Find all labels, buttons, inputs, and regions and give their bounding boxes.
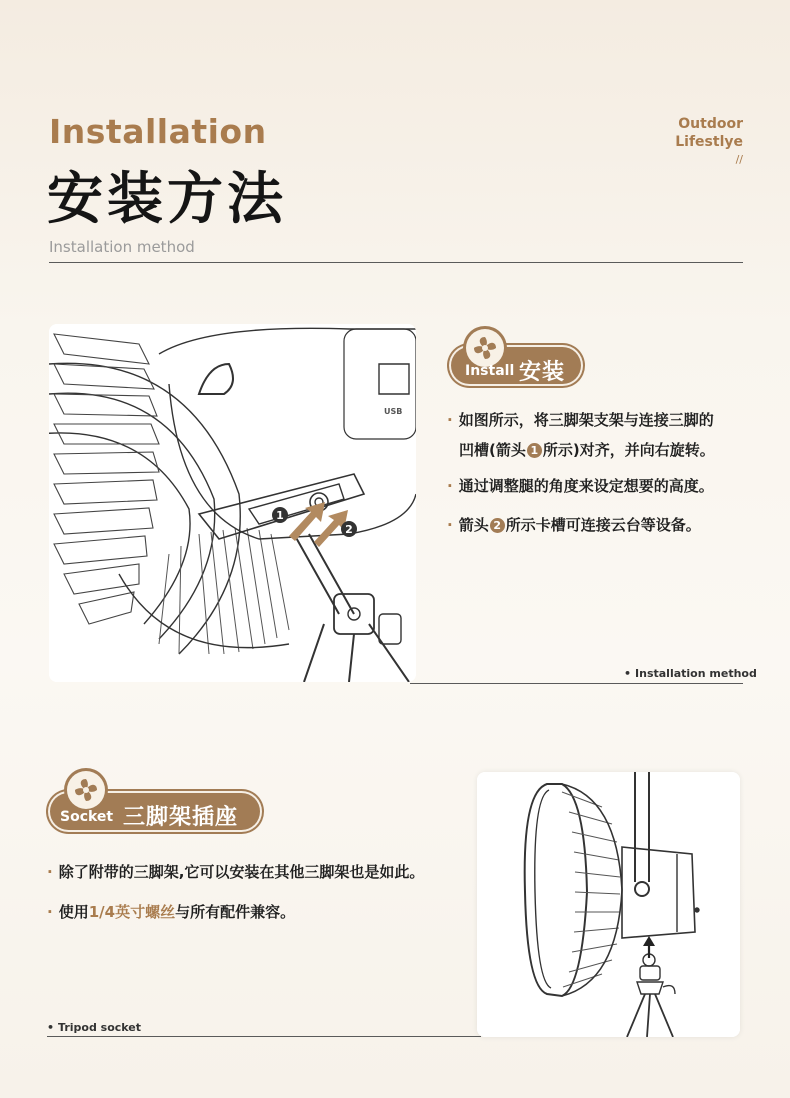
socket-bullet-2-pre: 使用 [58, 903, 89, 921]
socket-bullet-1 [47, 857, 467, 887]
install-bullet-3 [447, 510, 747, 540]
screw-size-highlight: 1/4英寸螺丝 [88, 903, 176, 921]
arrow-number-1: 1 [527, 443, 542, 458]
bullet-dot: · [47, 903, 53, 921]
fan-icon [67, 771, 105, 809]
socket-caption-text: Tripod socket [58, 1021, 142, 1034]
install-bullet-1-line-a: 如图所示，将三脚架支架与连接三脚的 [458, 411, 714, 429]
subtitle: Installation method [49, 238, 195, 256]
install-bullet-2-text: 通过调整腿的角度来设定想要的高度。 [458, 477, 714, 495]
image-marker-1: 1 [276, 509, 284, 522]
brand-tag [675, 115, 743, 169]
bullet-dot: · [47, 863, 53, 881]
install-bullet-2 [447, 471, 747, 501]
install-bullet-1 [447, 405, 747, 465]
install-bullet-1-pre: 凹槽(箭头 [459, 441, 526, 459]
socket-badge-cn: 三脚架插座 [123, 805, 239, 830]
usb-label: USB [384, 407, 403, 416]
socket-caption-divider [47, 1036, 481, 1037]
arrow-number-2: 2 [490, 518, 505, 533]
title-english: Installation [49, 112, 267, 151]
title-chinese: 安装方法 [47, 167, 287, 232]
install-bullet-3-post: 所示卡槽可连接云台等设备。 [505, 516, 701, 534]
socket-badge-en: Socket [60, 809, 114, 825]
fan-socket-drawing [477, 772, 740, 1037]
bullet-dot: · [447, 516, 453, 534]
install-caption-text: Installation method [635, 667, 757, 680]
install-badge [448, 329, 588, 385]
install-badge-cn: 安装 [519, 360, 566, 385]
tag-mark: // [735, 153, 743, 166]
install-bullet-3-pre: 箭头 [458, 516, 489, 534]
fan-icon [466, 329, 504, 367]
socket-illustration [477, 772, 740, 1037]
fan-tripod-drawing [49, 324, 416, 682]
socket-badge [47, 771, 267, 831]
socket-bullet-2 [47, 897, 467, 927]
bullet-dot: · [447, 477, 453, 495]
tag-line-2: Lifestlye [675, 134, 743, 150]
socket-caption: • Tripod socket [47, 1021, 142, 1034]
install-caption: • Installation method [624, 667, 757, 680]
install-bullet-1-post: 所示)对齐，并向右旋转。 [542, 441, 715, 459]
install-badge-en: Install [465, 363, 515, 379]
image-marker-2: 2 [345, 523, 353, 536]
tag-line-1: Outdoor [678, 116, 743, 132]
socket-bullet-1-text: 除了附带的三脚架,它可以安装在其他三脚架也是如此。 [58, 863, 425, 881]
header-divider [49, 262, 743, 263]
socket-bullet-2-post: 与所有配件兼容。 [175, 903, 296, 921]
install-illustration [49, 324, 416, 682]
bullet-dot: · [447, 411, 453, 429]
install-caption-divider [410, 683, 743, 684]
